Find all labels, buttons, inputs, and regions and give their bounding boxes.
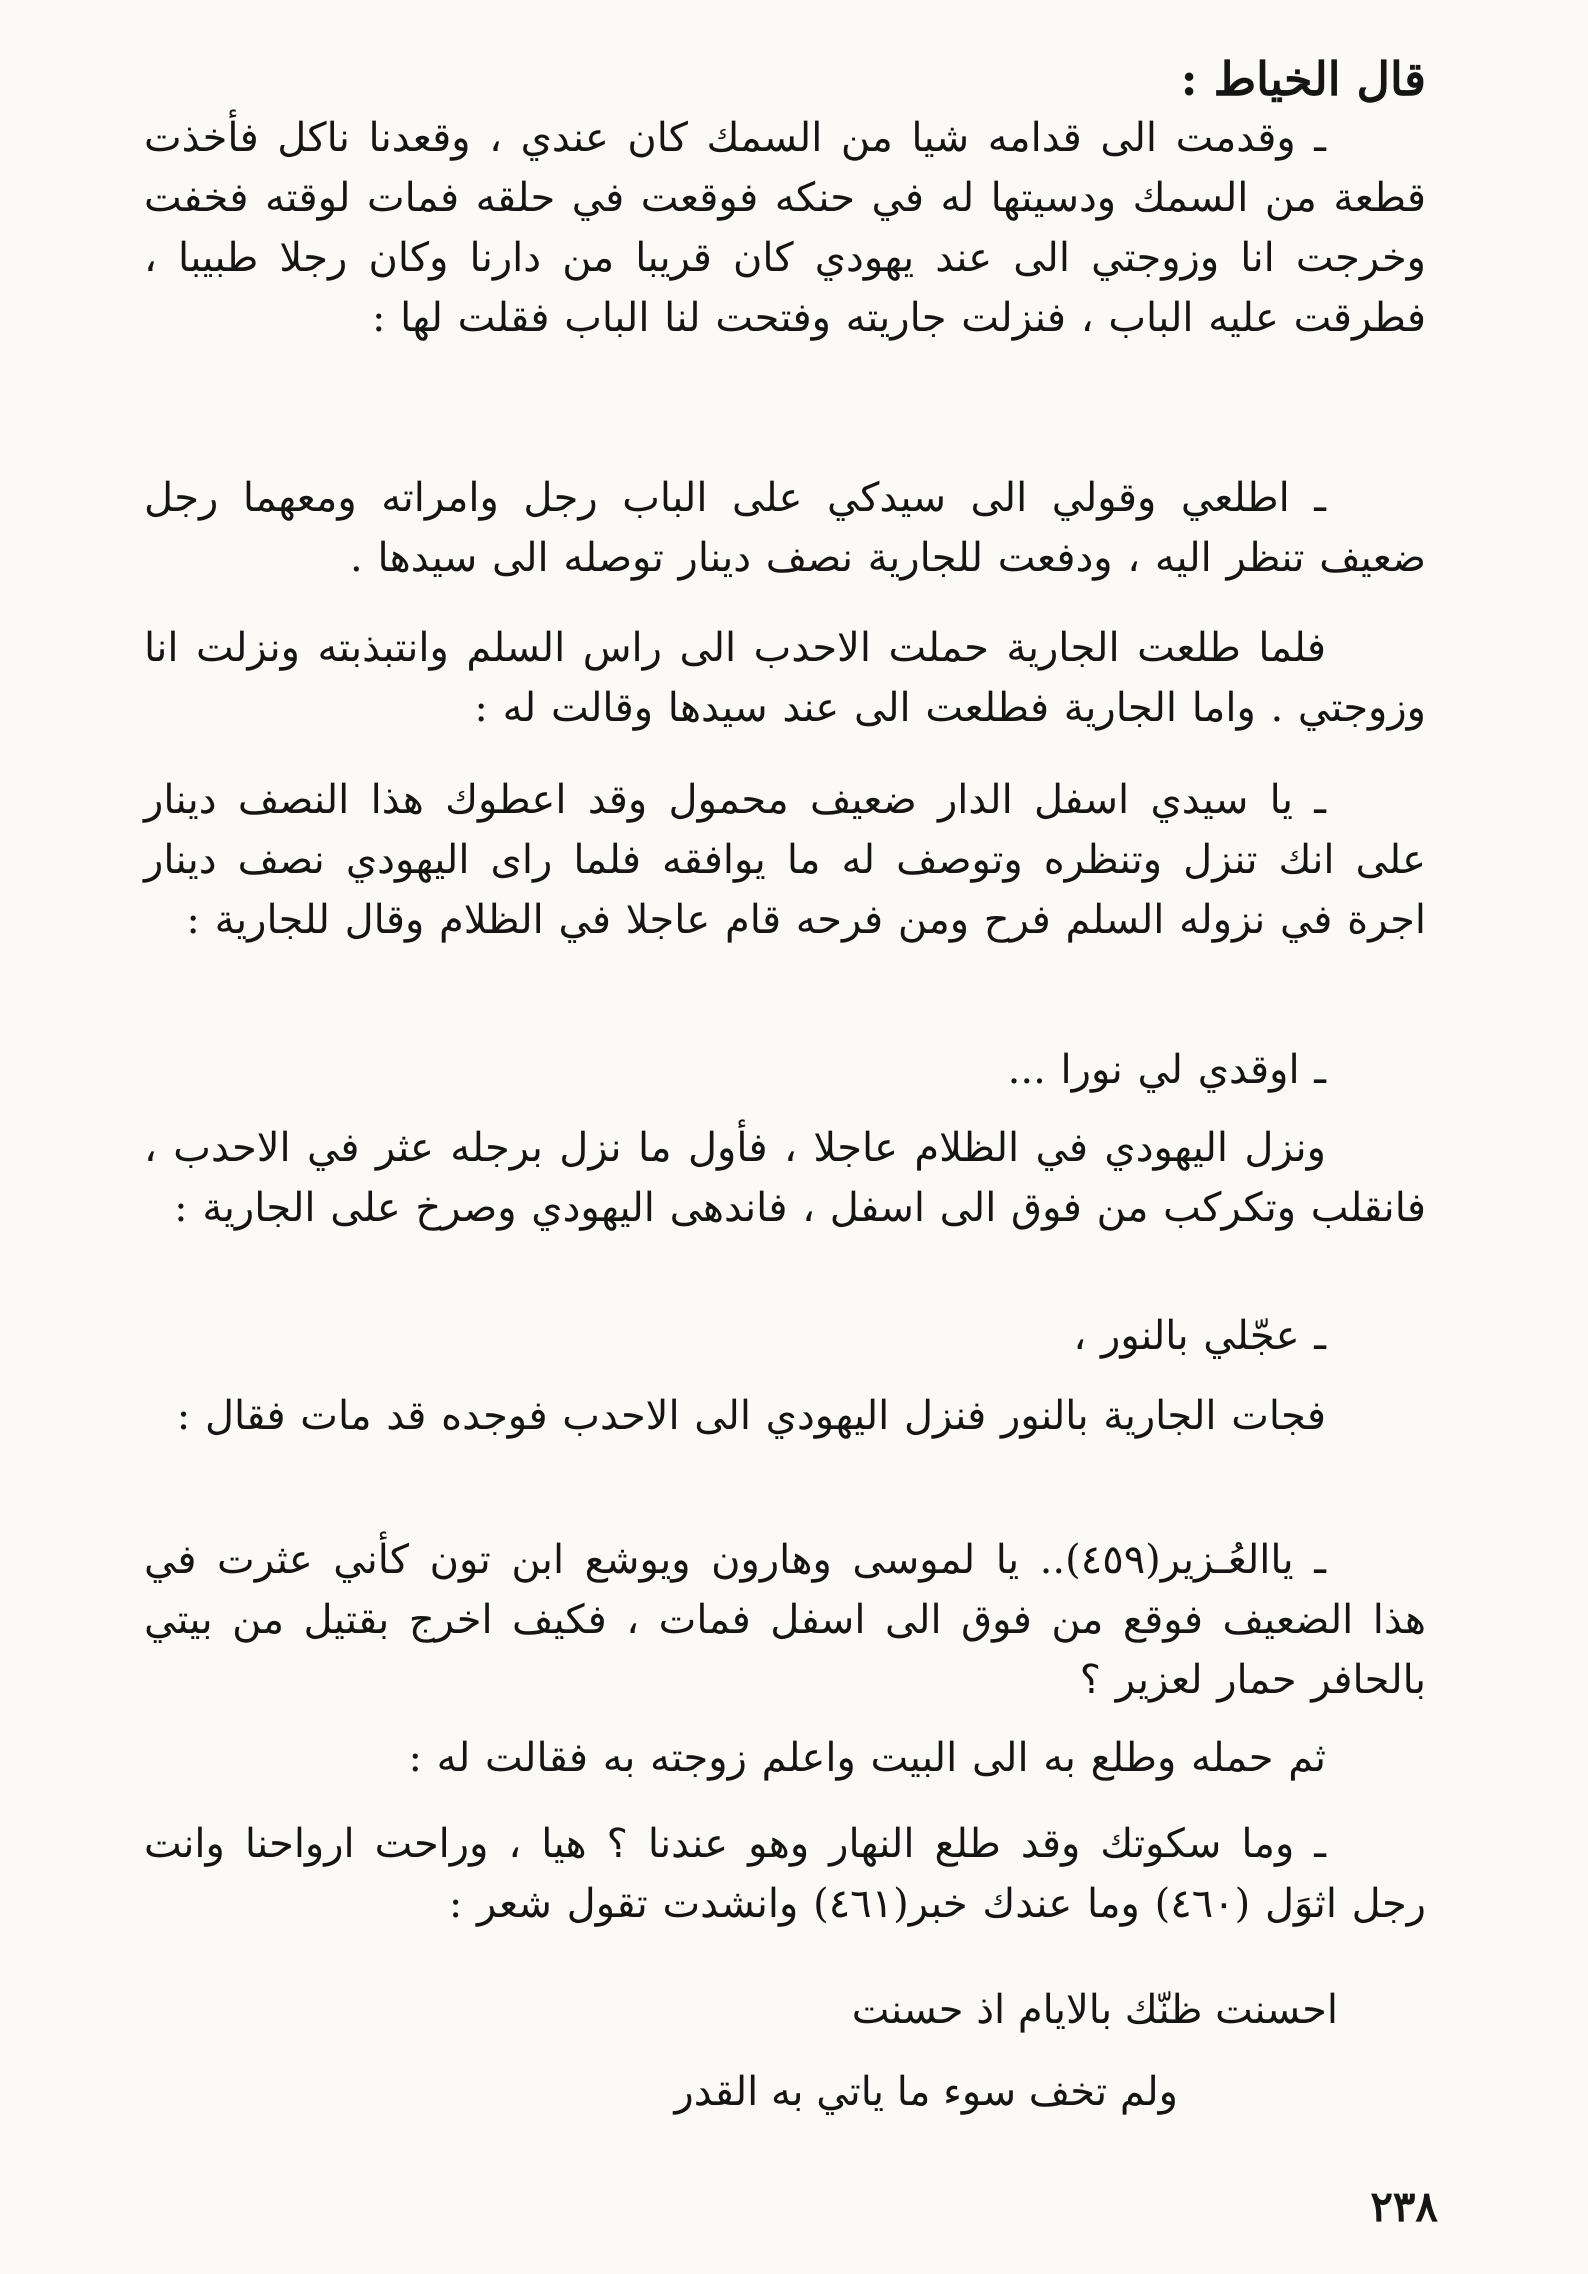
paragraph-3: فلما طلعت الجارية حملت الاحدب الى راس السلم وانتبذبته ونزلت انا وزوجتي . واما الجارية فطلعت الى عند سيدها وقالت له : [144,625,1426,731]
paragraph-9: ـ ياالعُـزير(٤٥٩).. يا لموسى وهارون ويوشع ابن تون كأني عثرت في هذا الضعيف فوقع من فوق الى اسفل فمات ، فكيف اخرج بقتيل من بيتي بالحافر حمار لعزير ؟ [144,1537,1426,1703]
paragraph-4: ـ يا سيدي اسفل الدار ضعيف محمول وقد اعطوك هذا النصف دينار على انك تنزل وتنظره وتوصف له ما يوافقه فلما راى اليهودي نصف دينار اجرة في نزوله السلم فرح ومن فرحه قام عاجلا في الظلام وقال للجارية : [144,777,1426,943]
paragraph-1: ـ وقدمت الى قدامه شيا من السمك كان عندي ، وقعدنا ناكل فأخذت قطعة من السمك ودسيتها له في حنكه فوقعت في حلقه فمات لوقته فخفت وخرجت انا وزوجتي الى عند يهودي كان قريبا من دارنا وكان رجلا طبيبا ، فطرقت عليه الباب ، فنزلت جاريته وفتحت لنا الباب فقلت لها : [144,115,1426,341]
section-heading: قال الخياط : [1180,52,1426,106]
paragraph-10: ثم حمله وطلع به الى البيت واعلم زوجته به فقالت له : [408,1735,1326,1781]
paragraph-5: ـ اوقدي لي نورا ... [1007,1047,1326,1093]
paragraph-2: ـ اطلعي وقولي الى سيدكي على الباب رجل وامراته ومعهما رجل ضعيف تنظر اليه ، ودفعت للجارية نصف دينار توصله الى سيدها . [144,475,1426,581]
paragraph-7: ـ عجّلي بالنور ، [1073,1313,1326,1359]
verse-line-1: احسنت ظنّك بالايام اذ حسنت [851,1987,1338,2033]
paragraph-6: ونزل اليهودي في الظلام عاجلا ، فأول ما نزل برجله عثر في الاحدب ، فانقلب وتكركب من فوق الى اسفل ، فاندهى اليهودي وصرخ على الجارية : [144,1125,1426,1231]
paragraph-11: ـ وما سكوتك وقد طلع النهار وهو عندنا ؟ هيا ، وراحت ارواحنا وانت رجل اثوَل (٤٦٠) وما عندك خبر(٤٦١) وانشدت تقول شعر : [144,1821,1426,1927]
verse-line-2: ولم تخف سوء ما ياتي به القدر [674,2069,1178,2115]
paragraph-8: فجات الجارية بالنور فنزل اليهودي الى الاحدب فوجده قد مات فقال : [176,1393,1326,1439]
page-number: ٢٣٨ [1370,2182,1438,2231]
